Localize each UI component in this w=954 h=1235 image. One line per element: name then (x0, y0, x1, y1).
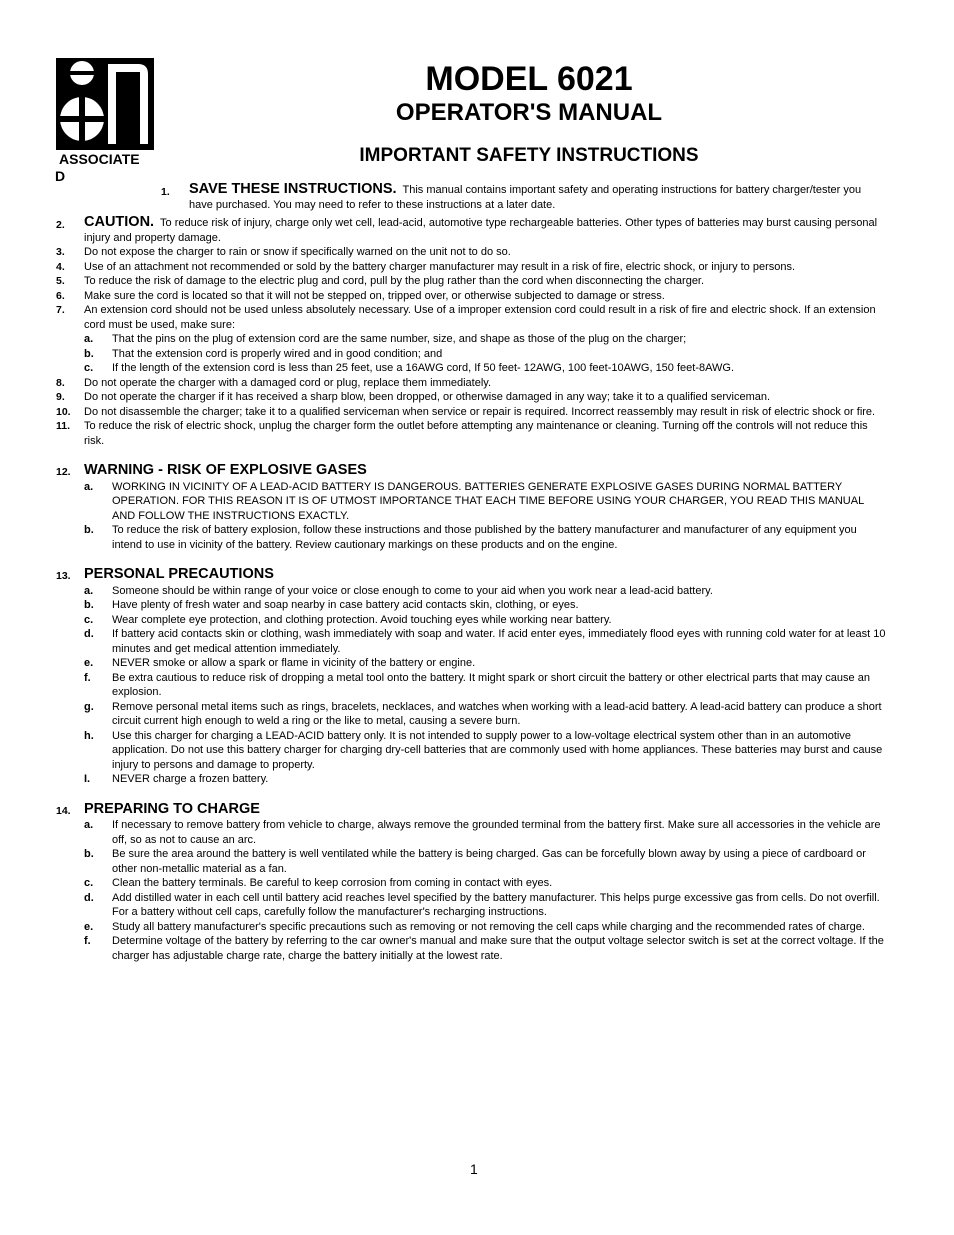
sub-letter: a. (84, 480, 94, 493)
item-text: Do not operate the charger if it has received a sharp blow, been dropped, or otherwise damaged in any way; take it to a qualified serviceman. (84, 391, 771, 403)
logo-text-line1: ASSOCIATE (59, 151, 140, 167)
sub-text: If battery acid contacts skin or clothing, wash immediately with soap and water. If acid enter eyes, immediately flood eyes with running cold water for at least 10 minutes and get medical attention immediately. (112, 628, 886, 655)
section-number: 12. (56, 466, 71, 478)
sub-text: To reduce the risk of battery explosion, follow these instructions and those published by the battery manufacturer and manufacturer of any equipment you intend to use in vicinity of the battery. Review cautionary markings on these products and on the engine. (112, 524, 857, 551)
section-heading (56, 566, 886, 584)
instruction-item (56, 215, 886, 245)
instruction-item (56, 405, 886, 420)
instruction-item (56, 245, 886, 260)
sub-item (84, 584, 886, 599)
page-number: 1 (470, 1161, 478, 1177)
sub-letter: c. (84, 877, 94, 889)
sub-item (84, 598, 886, 613)
sub-letter: a. (84, 333, 94, 345)
item-number: 4. (56, 260, 65, 273)
item-text: Do not disassemble the charger; take it to a qualified serviceman when service or repair is required. Incorrect reassembly may result in risk of electric shock or fire. (84, 405, 876, 418)
sub-text: Have plenty of fresh water and soap nearby in case battery acid contacts skin, clothing, or eyes. (112, 599, 579, 611)
item-number: 1. (161, 186, 170, 198)
sub-text: NEVER charge a frozen battery. (112, 773, 269, 785)
logo-text-line2: D (55, 168, 66, 184)
sub-item (84, 332, 886, 347)
sub-item (84, 671, 886, 700)
item-number: 2. (56, 219, 65, 231)
sub-item (84, 934, 886, 963)
item-text: This manual contains important safety and operating instructions for battery charger/tester you have purchased. You may need to refer to these instructions at a later date. (189, 184, 862, 211)
sub-letter: c. (84, 613, 94, 626)
instruction-item (56, 274, 886, 289)
sub-letter: a. (84, 584, 94, 597)
item-text: To reduce the risk of electric shock, unplug the charger form the outlet before attempting any maintenance or cleaning. Turning off the controls will not reduce this risk. (84, 420, 868, 447)
sub-text: That the pins on the plug of extension cord are the same number, size, and shape as those of the plug on the charger; (112, 333, 687, 345)
sub-letter: h. (84, 729, 94, 742)
sub-letter: e. (84, 920, 94, 933)
item-number: 11. (56, 420, 71, 432)
instruction-item (56, 260, 886, 275)
sub-item (84, 523, 886, 552)
sub-text: Wear complete eye protection, and clothing protection. Avoid touching eyes while working near battery. (112, 613, 612, 626)
item-text: Use of an attachment not recommended or sold by the battery charger manufacturer may result in a risk of fire, electric shock, or injury to persons. (84, 260, 796, 273)
sub-item (84, 480, 886, 524)
sub-text: Be sure the area around the battery is well ventilated while the battery is being charged. Gas can be forcefully blown away by using a piece of cardboard or other non-metallic material as a fan. (112, 848, 866, 875)
section-title: PERSONAL PRECAUTIONS (84, 566, 274, 582)
sub-text: WORKING IN VICINITY OF A LEAD-ACID BATTERY IS DANGEROUS. BATTERIES GENERATE EXPLOSIVE GASES DURING NORMAL BATTERY OPERATION. FOR THIS REASON IT IS OF UTMOST IMPORTANCE THAT EACH TIME BEFORE USING YOUR CHARGER, YOU READ THIS MANUAL AND FOLLOW THE INSTRUCTIONS EXACTLY. (112, 480, 864, 522)
sub-item (84, 891, 886, 920)
sub-text: Someone should be within range of your voice or close enough to come to your aid when you work near a lead-acid battery. (112, 584, 713, 597)
sub-letter: g. (84, 700, 94, 713)
section-number: 14. (56, 804, 71, 817)
sub-item (84, 818, 886, 847)
item-lead: SAVE THESE INSTRUCTIONS. (189, 181, 397, 197)
item-number: 7. (56, 304, 65, 316)
item-number: 9. (56, 391, 65, 403)
sub-text: Clean the battery terminals. Be careful to keep corrosion from coming in contact with eyes. (112, 877, 553, 889)
sub-item (84, 876, 886, 891)
sub-letter: d. (84, 628, 94, 640)
sub-item (84, 361, 886, 376)
item-number: 3. (56, 246, 65, 258)
sub-letter: b. (84, 848, 94, 860)
item-number: 6. (56, 289, 65, 302)
associated-logo (56, 58, 154, 150)
item-text: Make sure the cord is located so that it will not be stepped on, tripped over, or otherwise subjected to damage or stress. (84, 289, 665, 302)
sub-letter: e. (84, 657, 94, 669)
sub-letter: f. (84, 671, 91, 684)
item-number: 8. (56, 376, 65, 389)
sub-letter: d. (84, 891, 94, 904)
sub-item (84, 847, 886, 876)
sub-item (84, 729, 886, 773)
sub-item (84, 627, 886, 656)
manual-title: OPERATOR'S MANUAL (395, 99, 663, 126)
item-text: To reduce the risk of damage to the electric plug and cord, pull by the plug rather than the cord when disconnecting the charger. (84, 275, 705, 287)
instruction-item (161, 182, 886, 212)
sub-text: Add distilled water in each cell until battery acid reaches level specified by the battery manufacturer. This helps purge excessive gas from cells. Do not overfill. For a battery without cell caps, carefully follow the manufacturer's recharging instructions. (112, 891, 880, 918)
sub-text: Remove personal metal items such as rings, bracelets, necklaces, and watches when working with a lead-acid battery. A lead-acid battery can produce a short circuit current high enough to weld a ring or the like to metal, causing a severe burn. (112, 700, 882, 727)
item-number: 5. (56, 275, 65, 287)
sub-item (84, 700, 886, 729)
sub-letter: b. (84, 599, 94, 611)
section-title: WARNING - RISK OF EXPLOSIVE GASES (84, 462, 367, 478)
item-text: An extension cord should not be used unless absolutely necessary. Use of a improper extension cord could result in a risk of fire and electric shock. If an extension cord must be used, make sure: (84, 304, 876, 331)
instruction-item (56, 419, 886, 448)
sub-text: If necessary to remove battery from vehicle to charge, always remove the grounded terminal from the battery first. Make sure all accessories in the vehicle are off, so as not to cause an arc. (112, 819, 881, 846)
model-title: MODEL 6021 (425, 60, 633, 98)
sub-text: Study all battery manufacturer's specific precautions such as removing or not removing the cell caps while charging and the recommended rates of charge. (112, 920, 865, 933)
section-title: PREPARING TO CHARGE (84, 800, 260, 817)
item-text: Do not operate the charger with a damaged cord or plug, replace them immediately. (84, 376, 492, 389)
sub-text: Determine voltage of the battery by referring to the car owner's manual and make sure that the output voltage selector switch is set at the correct voltage. If the charger has adjustable charge rate, charge the battery initially at the lowest rate. (112, 935, 884, 962)
instruction-item (56, 289, 886, 304)
section-heading (56, 801, 886, 819)
sub-letter: b. (84, 524, 94, 536)
sub-text: That the extension cord is properly wired and in good condition; and (112, 347, 443, 360)
sub-item (84, 656, 886, 671)
sub-text: NEVER smoke or allow a spark or flame in vicinity of the battery or engine. (112, 657, 476, 669)
sub-item (84, 347, 886, 362)
instructions-body (56, 182, 886, 963)
sub-item (84, 772, 886, 787)
item-number: 10. (56, 405, 71, 418)
item-lead: CAUTION. (84, 214, 155, 230)
sub-item (84, 920, 886, 935)
section-number: 13. (56, 570, 71, 582)
item-text: To reduce risk of injury, charge only wet cell, lead-acid, automotive type rechargeable batteries. Other types of batteries may burst causing personal injury and property damage. (84, 217, 878, 244)
sub-item (84, 613, 886, 628)
sub-text: Be extra cautious to reduce risk of dropping a metal tool onto the battery. It might spark or short circuit the battery or other electrical parts that may cause an explosion. (112, 671, 870, 698)
sub-letter: c. (84, 362, 94, 374)
sub-letter: a. (84, 819, 94, 831)
sub-text: If the length of the extension cord is less than 25 feet, use a 16AWG cord, If 50 feet- 12AWG, 100 feet-10AWG, 150 feet-8AWG. (112, 362, 735, 374)
sub-text: Use this charger for charging a LEAD-ACID battery only. It is not intended to supply power to a low-voltage electrical system other than in an automotive application. Do not use this battery charger for charging dry-cell batteries that are commonly used with home appliances. These batteries may burst and cause injury to persons and damage to property. (112, 729, 883, 771)
sub-letter: f. (84, 935, 91, 947)
sub-letter: b. (84, 347, 94, 360)
instruction-item (56, 376, 886, 391)
instruction-item (56, 303, 886, 332)
logo-text (55, 151, 155, 185)
section-heading (56, 462, 886, 480)
safety-heading: IMPORTANT SAFETY INSTRUCTIONS (359, 145, 699, 166)
item-text: Do not expose the charger to rain or snow if specifically warned on the unit not to do so. (84, 246, 511, 258)
instruction-item (56, 390, 886, 405)
sub-letter: I. (84, 773, 91, 785)
